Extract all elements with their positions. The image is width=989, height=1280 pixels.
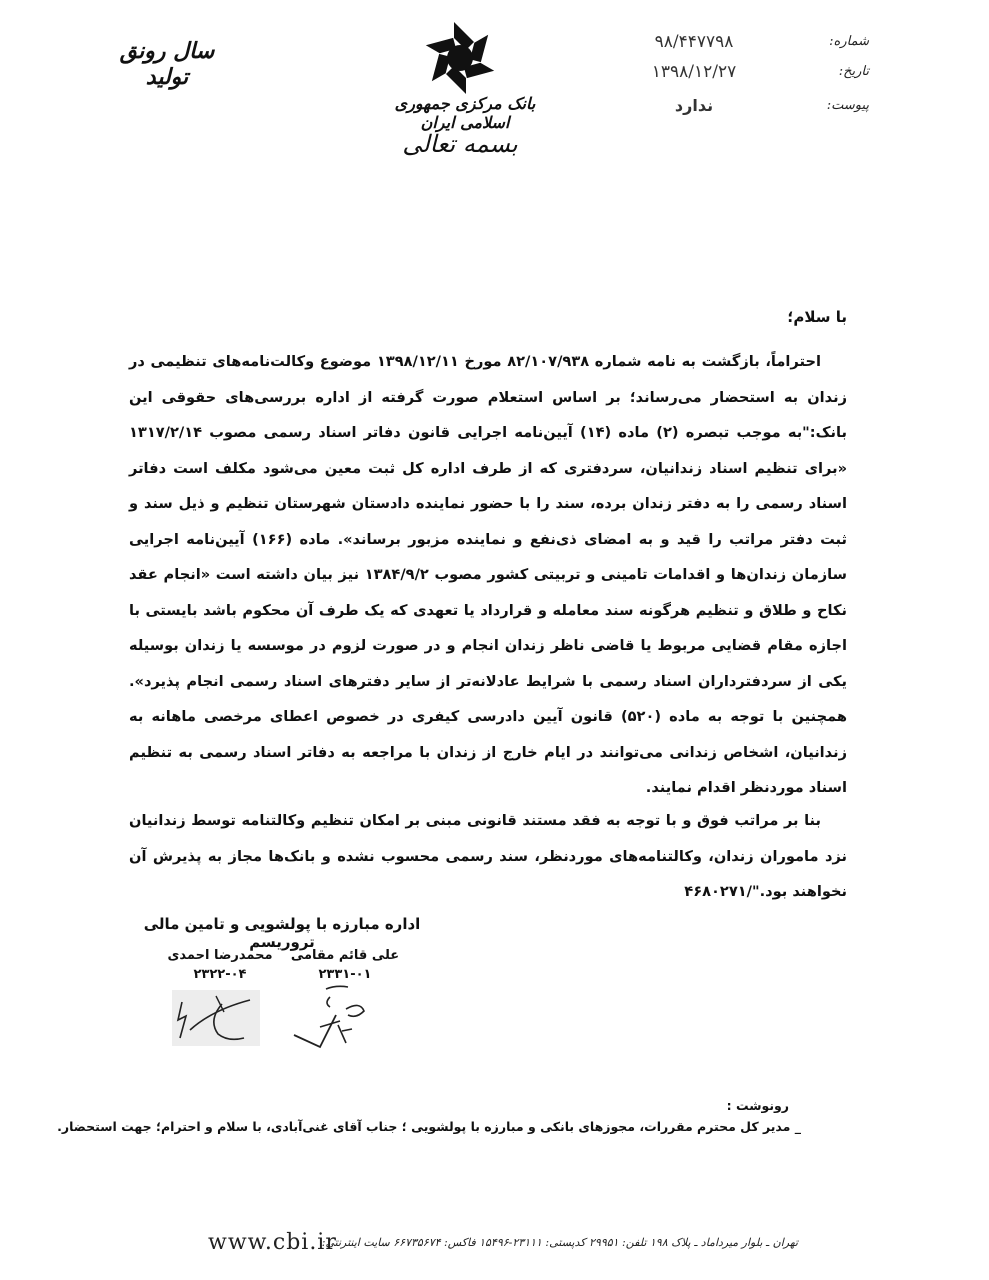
letter-attachment-label: پیوست: — [826, 98, 869, 113]
letter-date-row — [609, 62, 869, 88]
greeting: با سلام؛ — [787, 308, 847, 326]
signature-1-icon — [290, 985, 390, 1055]
year-slogan-line2: تولید — [145, 64, 189, 90]
footer — [208, 1230, 798, 1260]
department-name: اداره مبارزه با پولشویی و تامین مالی تروریسم — [143, 915, 421, 951]
letter-number-value: ۹۸/۴۴۷۷۹۸ — [654, 32, 734, 52]
footer-website-link[interactable]: www.cbi.ir — [208, 1230, 337, 1255]
letter-attachment-value: ندارد — [674, 96, 714, 115]
letter-attachment-row — [609, 96, 869, 122]
letter-date-label: تاریخ: — [838, 64, 869, 79]
year-slogan — [112, 38, 222, 90]
footer-address: تهران ـ بلوار میرداماد ـ پلاک ۱۹۸ تلفن: ۲۹۹۵۱ کدپستی: ۲۳۱۱۱-۱۵۴۹۶ فاکس: ۶۶۷۳۵۶۷۴ سایت اینترنتی: — [321, 1236, 798, 1249]
year-slogan-line1: سال رونق — [119, 38, 215, 64]
signer-2-name: محمدرضا احمدی — [167, 948, 273, 963]
letter-number-label: شماره: — [829, 34, 869, 49]
body-paragraph-1: احتراماً، بازگشت به نامه شماره ۸۲/۱۰۷/۹۳۸ مورخ ۱۳۹۸/۱۲/۱۱ موضوع وکالت‌نامه‌های تنظیمی در زندان به استحضار می‌رساند؛ بر اساس استعلام صورت گرفته از اداره بررسی‌های حقوقی این بانک:"به موجب تبصره (۲) ماده (۱۴) آیین‌نامه اجرایی قانون دفاتر اسناد رسمی مصوب ۱۳۱۷/۲/۱۴ «برای تنظیم اسناد زندانیان، سردفتری که از طرف اداره کل ثبت معین می‌شود مکلف است دفاتر اسناد رسمی را به دفتر زندان برده، سند را با حضور نماینده دادستان شهرستان تنظیم و ذیل سند و ثبت دفتر مراتب را قید و به امضای ذی‌نفع و نماینده مزبور برساند». ماده (۱۶۶) آیین‌نامه اجرایی سازمان زندان‌ها و اقدامات تامینی و تربیتی کشور مصوب ۱۳۸۴/۹/۲ نیز بیان داشته است «انجام عقد نکاح و طلاق و تنظیم هرگونه سند معامله و قرارداد یا تعهدی که یک طرف آن محکوم باشد بایستی با اجازه مقام قضایی مربوط یا قاضی ناظر زندان انجام و در صورت لزوم در موسسه یا زندان بوسیله یکی از سردفترداران اسناد رسمی با شرایط عادلانه‌تر از سایر دفترهای اسناد رسمی انجام پذیرد». همچنین با توجه به ماده (۵۲۰) قانون آیین دادرسی کیفری در خصوص اعطای مرخصی ماهانه به زندانیان، اشخاص زندانی می‌توانند در ایام خارج از زندان با مراجعه به دفاتر اسناد رسمی به تنظیم اسناد موردنظر اقدام نمایند. — [129, 353, 848, 796]
bismillah: بسمه تعالی — [402, 130, 518, 158]
signer-1-code: ۲۳۳۱-۰۱ — [318, 967, 372, 982]
letter-date-value: ۱۳۹۸/۱۲/۲۷ — [651, 62, 737, 82]
body-paragraph-2: بنا بر مراتب فوق و با توجه به فقد مستند قانونی مبنی بر امکان تنظیم وکالتنامه توسط زندانیان نزد ماموران زندان، وکالتنامه‌های موردنظر، سند رسمی محسوب نشده و بانک‌ها مجاز به پذیرش آن نخواهند بود."/۴۶۸۰۲۷۱ — [129, 812, 847, 900]
signer-1-name: علی قائم مقامی — [290, 948, 400, 963]
cc-recipient: _ مدیر کل محترم مقررات، مجوزهای بانکی و مبارزه با پولشویی ؛ جناب آقای غنی‌آبادی، با سلام و احترام؛ جهت استحضار. — [57, 1119, 801, 1134]
bank-name: بانک مرکزی جمهوری اسلامی ایران — [394, 94, 536, 132]
central-bank-logo-icon — [420, 18, 500, 98]
signer-2-code: ۲۳۲۲-۰۴ — [193, 967, 247, 982]
signature-2-icon — [172, 990, 260, 1046]
cc-label: رونوشت : — [726, 1098, 789, 1113]
letter-number-row — [609, 32, 869, 58]
